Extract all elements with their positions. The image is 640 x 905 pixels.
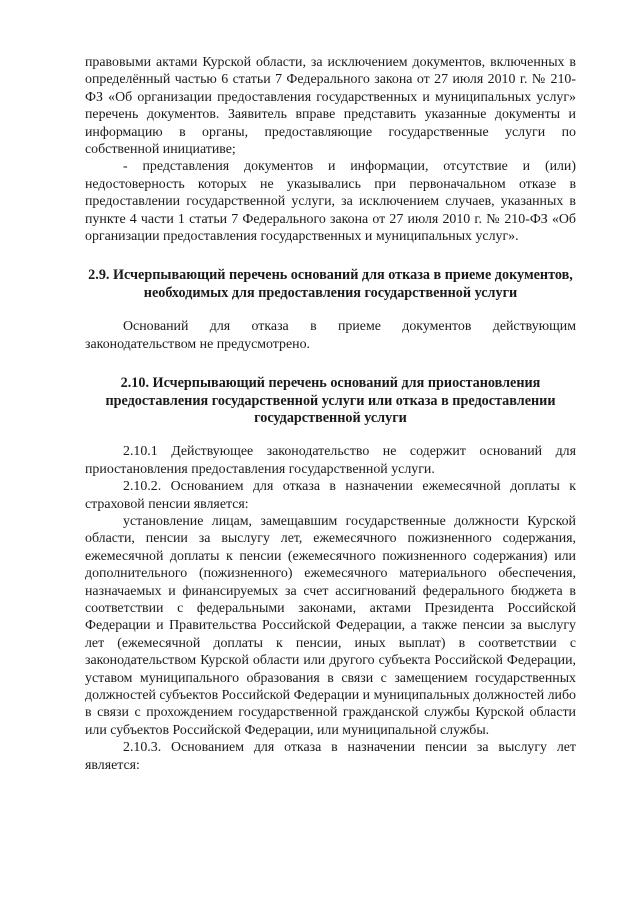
section-2-10-1-text: 2.10.1 Действующее законодательство не содержит оснований для приостановления предоставления государственной услуги.: [85, 444, 576, 477]
paragraph-continuation: правовыми актами Курской области, за исключением документов, включенных в определённый частью 6 статьи 7 Федерального закона от 27 июля 2010 г. № 210-ФЗ «Об организации предоставления государственных и муниципальных услуг» перечень документов. Заявитель вправе представить указанные документы и информацию в органы, предоставляющие государственные услуги по собственной инициативе;: [85, 55, 576, 158]
section-2-10-2-text: 2.10.2. Основанием для отказа в назначении ежемесячной доплаты к страховой пенсии является:: [85, 479, 576, 512]
section-2-9-text: Оснований для отказа в приеме документов действующим законодательством не предусмотрено.: [85, 319, 576, 352]
section-heading-2-10: 2.10. Исчерпывающий перечень оснований для приостановления предоставления государственной услуги или отказа в предоставлении государственной услуги: [105, 375, 556, 426]
paragraph-list-item: - представления документов и информации, отсутствие и (или) недостоверность которых не указывались при первоначальном отказе в предоставлении государственной услуги, за исключением случаев, указанных в пункте 4 части 1 статьи 7 Федерального закона от 27 июля 2010 г. № 210-ФЗ «Об организации предоставления государственных и муниципальных услуг».: [85, 159, 576, 245]
section-heading-2-9: 2.9. Исчерпывающий перечень оснований для отказа в приеме документов, необходимых для предоставления государственной услуги: [88, 267, 573, 301]
section-2-10-3-text: 2.10.3. Основанием для отказа в назначении пенсии за выслугу лет является:: [85, 740, 576, 773]
section-2-10-2-detail: установление лицам, замещавшим государственные должности Курской области, пенсии за выслугу лет, ежемесячного пожизненного содержания, ежемесячной доплаты к пенсии (ежемесячного пожизненного содержания) или дополнительного (пожизненного) ежемесячного материального обеспечения, назначаемых и финансируемых за счет ассигнований федерального бюджета в соответствии с федеральными законами, актами Президента Российской Федерации и Правительства Российской Федерации, а также пенсии за выслугу лет (ежемесячной доплаты к пенсии, иных выплат) в соответствии с законодательством Курской области или другого субъекта Российской Федерации, уставом муниципального образования в связи с замещением государственных должностей субъектов Российской Федерации и муниципальных должностей либо в связи с прохождением государственной гражданской службы Курской области или субъектов Российской Федерации, или муниципальной службы.: [85, 513, 576, 738]
